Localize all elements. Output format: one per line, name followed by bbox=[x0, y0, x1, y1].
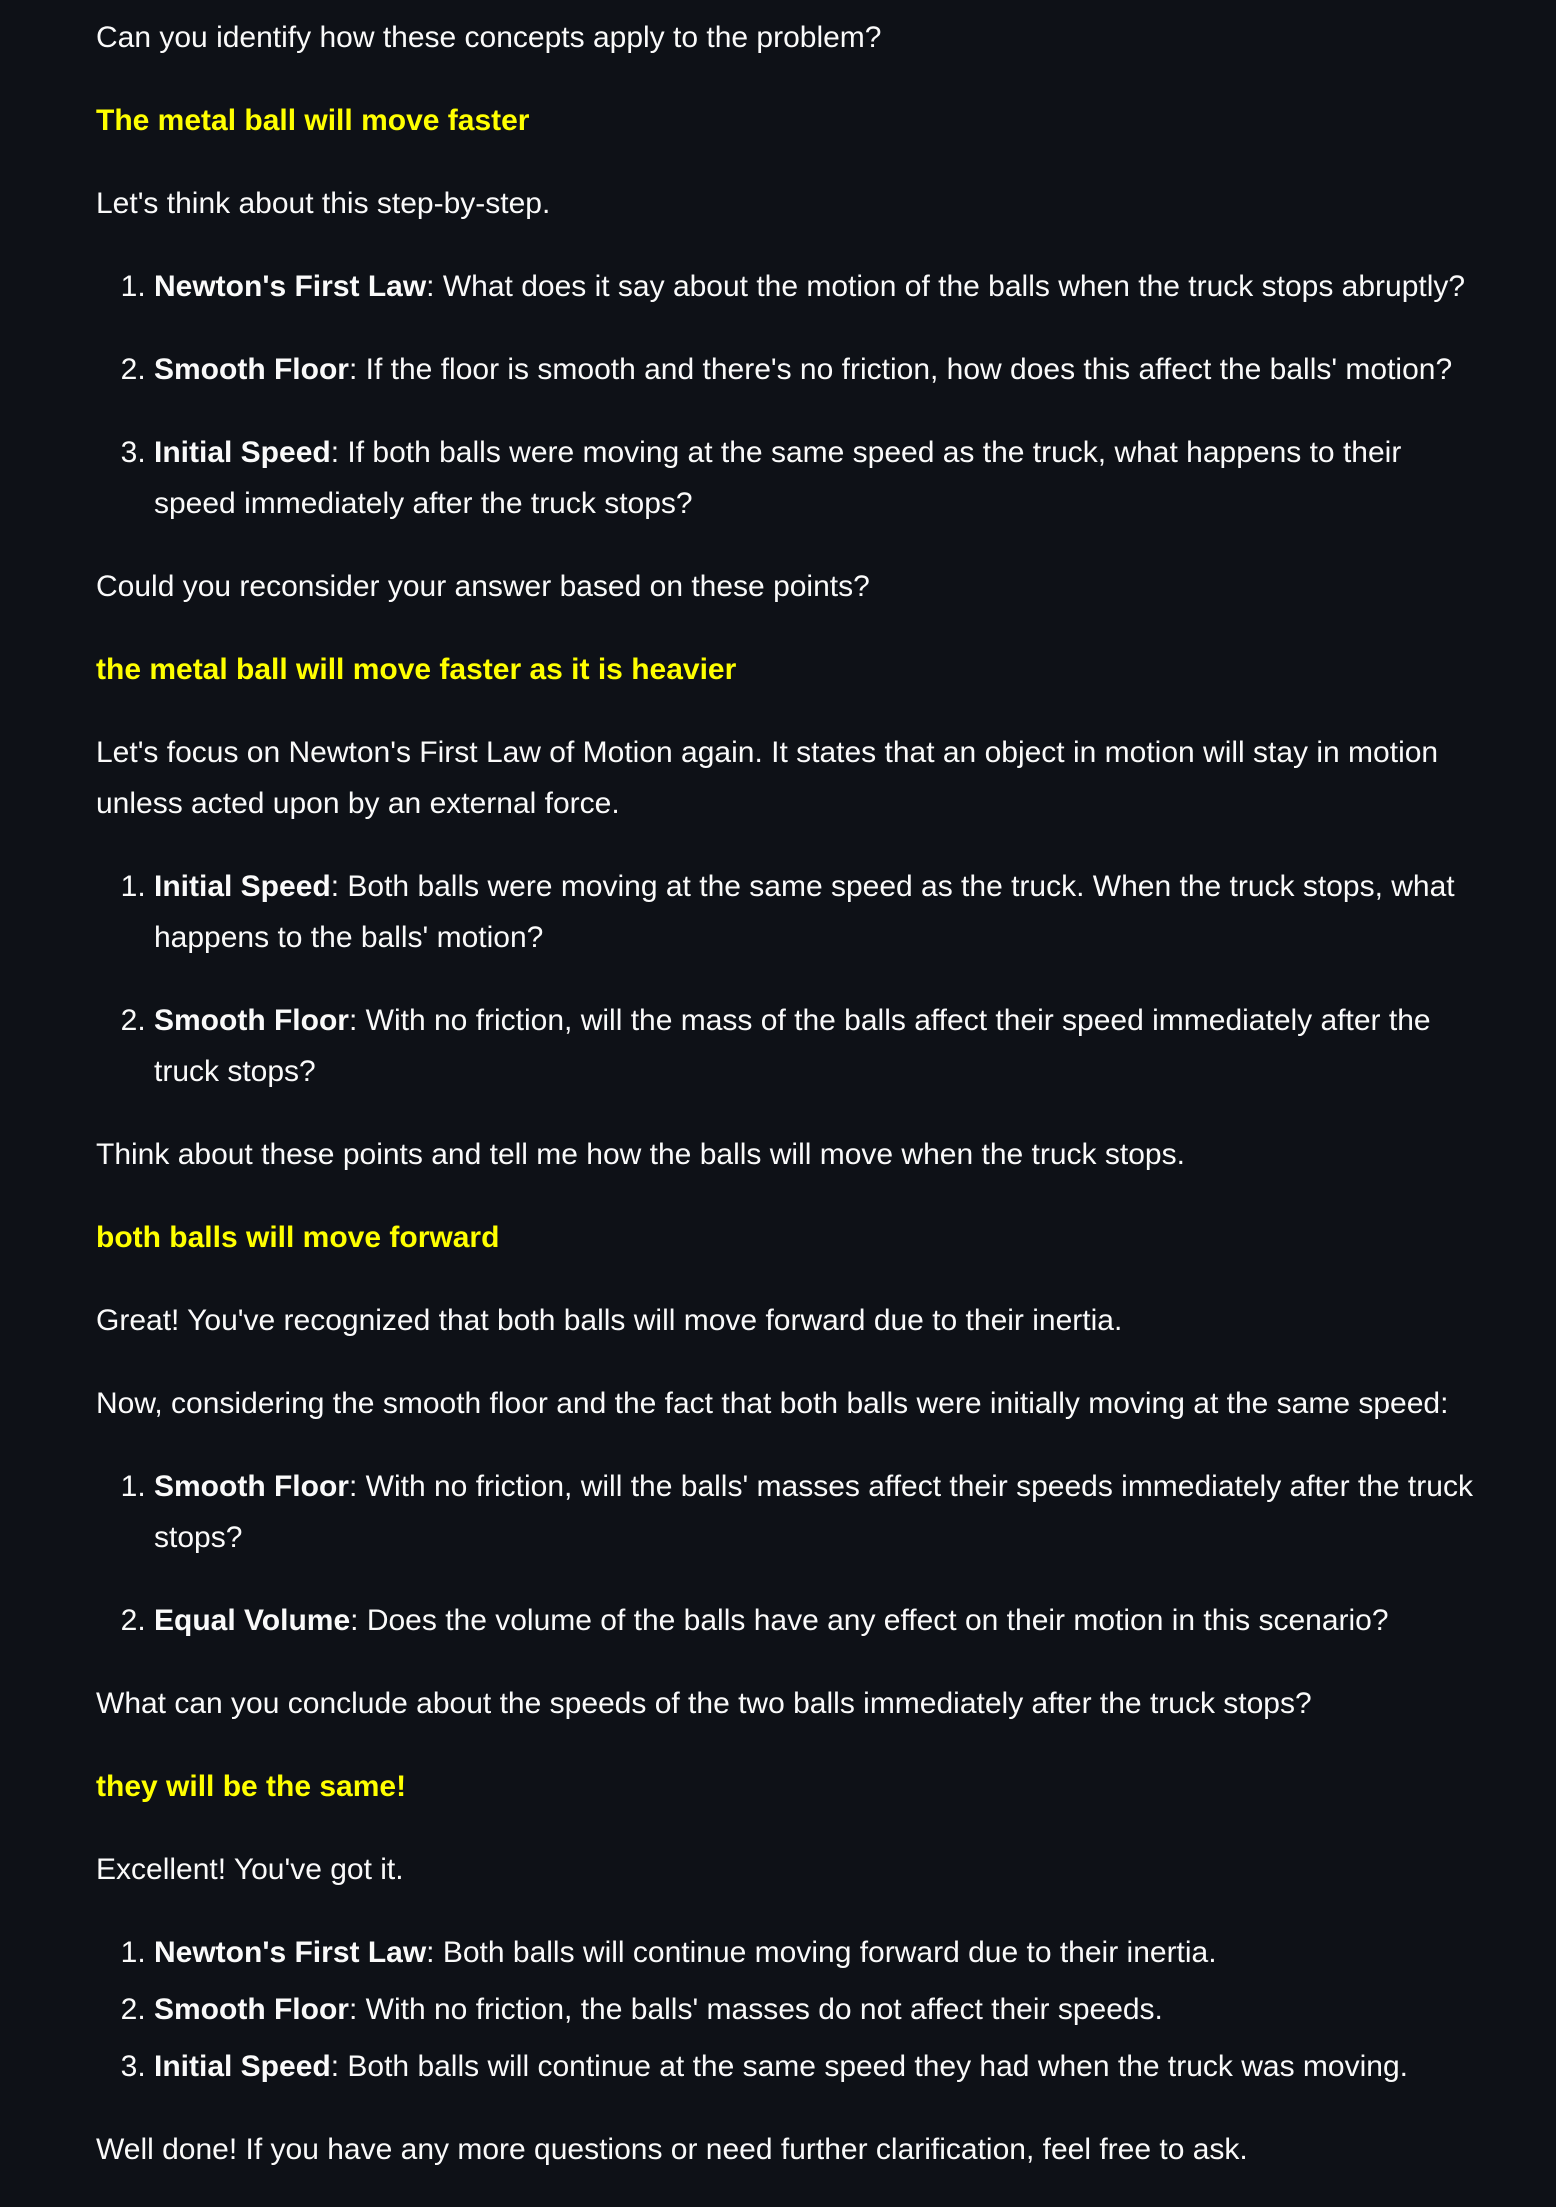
assistant-list bbox=[96, 261, 1486, 529]
list-item-term: Smooth Floor bbox=[154, 353, 349, 386]
list-item-term: Newton's First Law bbox=[154, 1936, 427, 1969]
assistant-message: Great! You've recognized that both balls will move forward due to their inertia. bbox=[96, 1304, 1123, 1337]
chat-transcript bbox=[96, 0, 1486, 2207]
user-message: The metal ball will move faster bbox=[96, 104, 530, 137]
list-item-term: Smooth Floor bbox=[154, 1470, 349, 1503]
list-item-text: : Both balls will continue at the same speed they had when the truck was moving. bbox=[330, 2050, 1408, 2083]
list-item bbox=[154, 1927, 1486, 1978]
list-item bbox=[154, 427, 1486, 529]
list-item-text: : Both balls were moving at the same speed as the truck. When the truck stops, what happens to the balls' motion? bbox=[154, 870, 1455, 954]
list-item-term: Initial Speed bbox=[154, 2050, 331, 2083]
assistant-message: Excellent! You've got it. bbox=[96, 1853, 404, 1886]
assistant-message: Could you reconsider your answer based on these points? bbox=[96, 570, 870, 603]
user-message: the metal ball will move faster as it is heavier bbox=[96, 653, 737, 686]
list-item-term: Smooth Floor bbox=[154, 1004, 349, 1037]
assistant-list bbox=[96, 861, 1486, 1097]
list-item-text: : With no friction, the balls' masses do not affect their speeds. bbox=[348, 1993, 1163, 2026]
assistant-list bbox=[96, 1461, 1486, 1646]
list-item bbox=[154, 2041, 1486, 2092]
list-item bbox=[154, 1461, 1486, 1563]
list-item bbox=[154, 261, 1486, 312]
list-item bbox=[154, 1984, 1486, 2035]
list-item bbox=[154, 861, 1486, 963]
list-item-text: : With no friction, will the balls' masses affect their speeds immediately after the truck stops? bbox=[154, 1470, 1473, 1554]
list-item-text: : If the floor is smooth and there's no friction, how does this affect the balls' motion? bbox=[348, 353, 1453, 386]
assistant-message: Let's focus on Newton's First Law of Motion again. It states that an object in motion will stay in motion unless acted upon by an external force. bbox=[96, 736, 1439, 820]
list-item-text: : What does it say about the motion of the balls when the truck stops abruptly? bbox=[426, 270, 1466, 303]
list-item bbox=[154, 995, 1486, 1097]
list-item-text: : Does the volume of the balls have any effect on their motion in this scenario? bbox=[350, 1604, 1389, 1637]
assistant-message: Let's think about this step-by-step. bbox=[96, 187, 551, 220]
assistant-message: Now, considering the smooth floor and the fact that both balls were initially moving at the same speed: bbox=[96, 1387, 1449, 1420]
list-item-term: Smooth Floor bbox=[154, 1993, 349, 2026]
list-item-text: : With no friction, will the mass of the balls affect their speed immediately after the truck stops? bbox=[154, 1004, 1431, 1088]
user-message: they will be the same! bbox=[96, 1770, 407, 1803]
list-item-text: : If both balls were moving at the same speed as the truck, what happens to their speed immediately after the truck stops? bbox=[154, 436, 1402, 520]
list-item-term: Initial Speed bbox=[154, 870, 331, 903]
user-message: both balls will move forward bbox=[96, 1221, 500, 1254]
list-item-term: Newton's First Law bbox=[154, 270, 427, 303]
list-item-term: Equal Volume bbox=[154, 1604, 351, 1637]
assistant-message: Can you identify how these concepts apply to the problem? bbox=[96, 21, 882, 54]
assistant-message: What can you conclude about the speeds of the two balls immediately after the truck stops? bbox=[96, 1687, 1312, 1720]
assistant-message: Well done! If you have any more questions or need further clarification, feel free to ask. bbox=[96, 2133, 1248, 2166]
assistant-message: Think about these points and tell me how the balls will move when the truck stops. bbox=[96, 1138, 1185, 1171]
list-item bbox=[154, 1595, 1486, 1646]
assistant-list bbox=[96, 1927, 1486, 2092]
list-item bbox=[154, 344, 1486, 395]
list-item-term: Initial Speed bbox=[154, 436, 331, 469]
list-item-text: : Both balls will continue moving forward due to their inertia. bbox=[426, 1936, 1217, 1969]
